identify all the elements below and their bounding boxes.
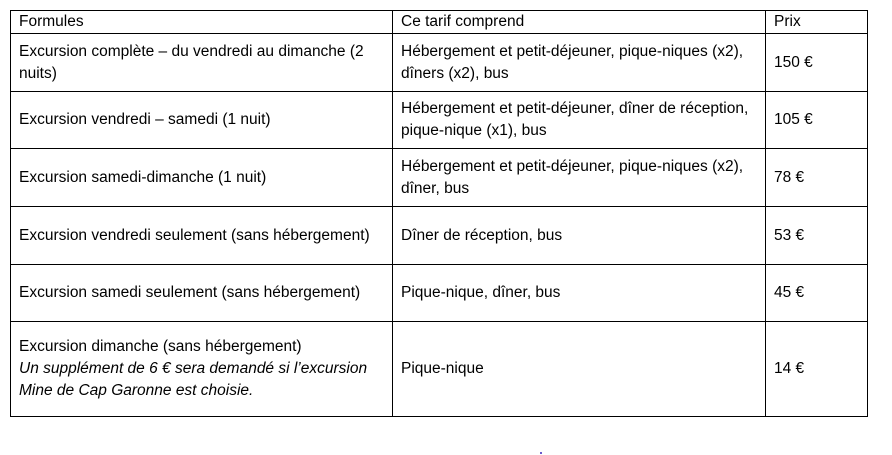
cell-prix: 53 € <box>766 207 868 265</box>
cell-comprend: Hébergement et petit-déjeuner, pique-niques (x2), dîner, bus <box>393 149 766 207</box>
cell-comprend: Pique-nique <box>393 322 766 417</box>
table-row <box>11 34 868 92</box>
tarifs-table <box>10 10 868 417</box>
cell-formule: Excursion complète – du vendredi au dimanche (2 nuits) <box>11 34 393 92</box>
table-row <box>11 265 868 322</box>
header-prix: Prix <box>766 11 868 34</box>
cell-prix: 78 € <box>766 149 868 207</box>
formule-text: Excursion dimanche (sans hébergement) <box>19 338 302 355</box>
cell-prix: 14 € <box>766 322 868 417</box>
stray-mark <box>540 452 542 454</box>
table-row <box>11 322 868 417</box>
header-comprend: Ce tarif comprend <box>393 11 766 34</box>
table-row <box>11 149 868 207</box>
cell-comprend: Hébergement et petit-déjeuner, dîner de réception, pique-nique (x1), bus <box>393 92 766 149</box>
cell-formule: Excursion vendredi – samedi (1 nuit) <box>11 92 393 149</box>
table-row <box>11 92 868 149</box>
cell-prix: 150 € <box>766 34 868 92</box>
cell-prix: 45 € <box>766 265 868 322</box>
cell-formule <box>11 322 393 417</box>
table-row <box>11 207 868 265</box>
cell-formule: Excursion samedi-dimanche (1 nuit) <box>11 149 393 207</box>
cell-comprend: Dîner de réception, bus <box>393 207 766 265</box>
table-header-row <box>11 11 868 34</box>
cell-comprend: Pique-nique, dîner, bus <box>393 265 766 322</box>
cell-comprend: Hébergement et petit-déjeuner, pique-niques (x2), dîners (x2), bus <box>393 34 766 92</box>
cell-prix: 105 € <box>766 92 868 149</box>
cell-formule: Excursion samedi seulement (sans hébergement) <box>11 265 393 322</box>
cell-formule: Excursion vendredi seulement (sans hébergement) <box>11 207 393 265</box>
header-formules: Formules <box>11 11 393 34</box>
supplement-note: Un supplément de 6 € sera demandé si l’excursion Mine de Cap Garonne est choisie. <box>19 360 368 399</box>
